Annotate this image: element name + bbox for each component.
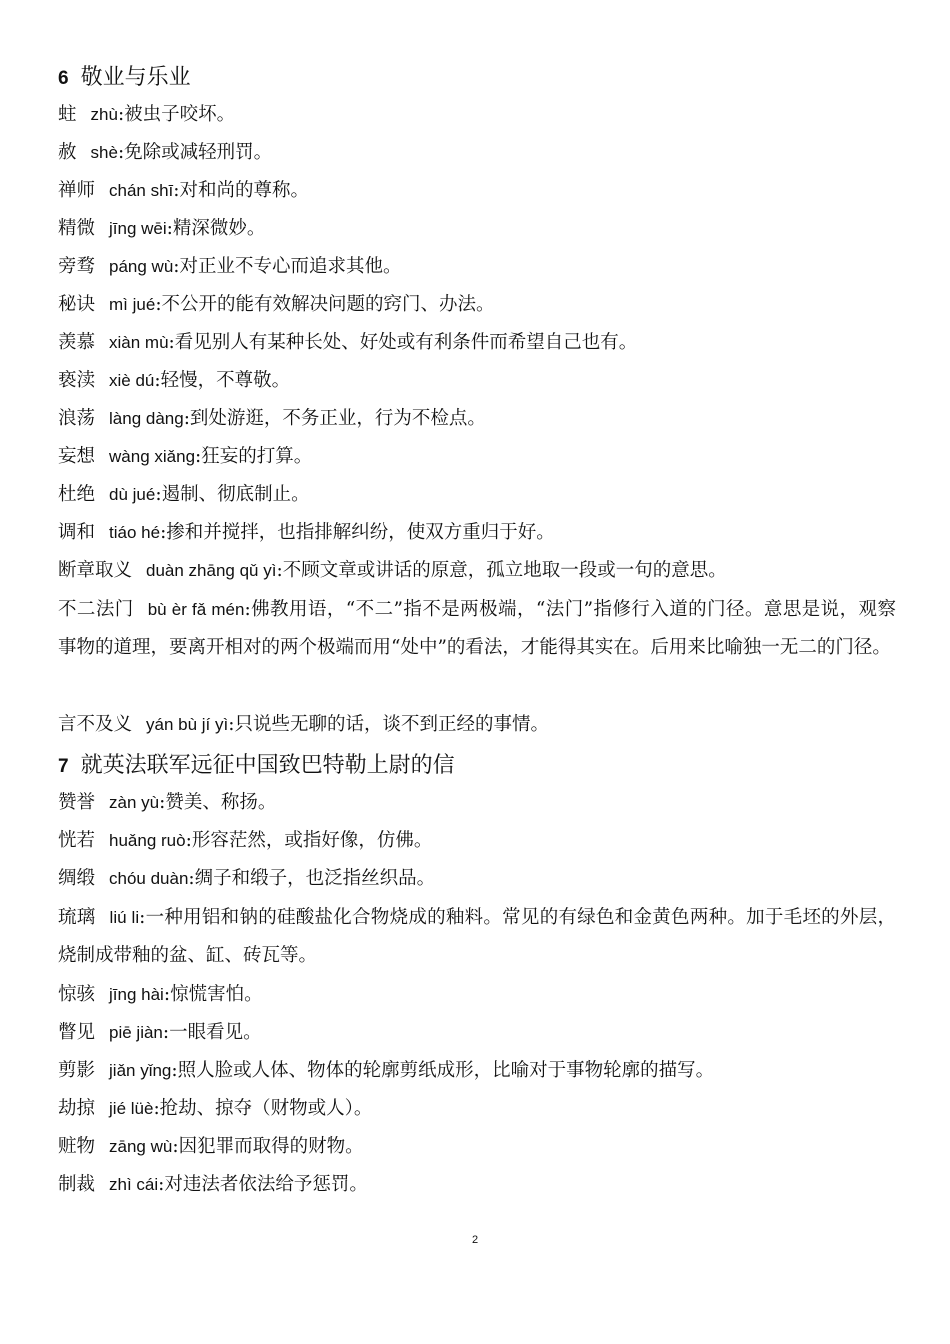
- vocab-pinyin: zhì cái: [109, 1175, 159, 1194]
- vocab-entry: [58, 524, 555, 543]
- vocab-word: 绸缎: [58, 868, 96, 889]
- vocab-word: 杜绝: [58, 484, 96, 505]
- vocab-pinyin: liú li: [109, 908, 140, 927]
- vocab-definition: :免除或减轻刑罚。: [117, 142, 273, 163]
- vocab-word: 琉璃: [58, 907, 96, 928]
- vocab-pinyin: làng dàng: [109, 409, 184, 428]
- vocab-definition: :对正业不专心而追求其他。: [173, 256, 402, 277]
- vocab-pinyin: páng wù: [109, 257, 174, 276]
- vocab-entry: [58, 870, 435, 889]
- vocab-pinyin: xiè dú: [109, 371, 155, 390]
- vocab-entry: [58, 106, 235, 125]
- vocab-definition: :对和尚的尊称。: [173, 180, 310, 201]
- vocab-pinyin: jīng hài: [109, 985, 164, 1004]
- vocab-entry: [58, 1062, 714, 1081]
- vocab-pinyin: wàng xiǎng: [109, 447, 196, 466]
- vocab-pinyin: jīng wēi: [109, 219, 167, 238]
- vocab-pinyin: zàn yù: [109, 793, 160, 812]
- vocab-word: 制裁: [58, 1174, 96, 1195]
- vocab-definition: :遏制、彻底制止。: [155, 484, 310, 505]
- vocab-word: 恍若: [58, 830, 96, 851]
- vocab-pinyin: jié lüè: [109, 1099, 154, 1118]
- vocab-word: 惊骇: [58, 984, 96, 1005]
- vocab-entry: [58, 258, 402, 277]
- vocab-definition: :被虫子咬坏。: [117, 104, 236, 125]
- section-title: 敬业与乐业: [80, 65, 191, 90]
- vocab-word: 禅师: [58, 180, 96, 201]
- vocab-definition: :一种用铝和钠的硅酸盐化合物烧成的釉料。常见的有绿色和金黄色两种。加于毛坯的外层，烧制成带釉的盆、缸、砖瓦等。: [58, 907, 896, 966]
- vocab-word: 言不及义: [58, 714, 133, 735]
- vocab-definition: :掺和并搅拌，也指排解纠纷，使双方重归于好。: [160, 522, 555, 543]
- section-number: 6: [58, 68, 69, 89]
- vocab-word: 旁骛: [58, 256, 96, 277]
- vocab-entry: [58, 794, 276, 813]
- vocab-pinyin: chán shī: [109, 181, 174, 200]
- vocab-entry-long: [58, 591, 896, 667]
- vocab-definition: :狂妄的打算。: [195, 446, 313, 467]
- vocab-word: 劫掠: [58, 1098, 96, 1119]
- vocab-word: 瞥见: [58, 1022, 96, 1043]
- vocab-entry: [58, 182, 309, 201]
- vocab-definition: :赞美、称扬。: [159, 792, 277, 813]
- vocab-pinyin: zāng wù: [109, 1137, 173, 1156]
- vocab-pinyin: bù èr fǎ mén: [147, 600, 245, 619]
- vocab-pinyin: jiǎn yǐng: [109, 1061, 172, 1080]
- vocab-definition: :对违法者依法给予惩罚。: [158, 1174, 368, 1195]
- vocab-entry: [58, 410, 486, 429]
- vocab-pinyin: xiàn mù: [109, 333, 169, 352]
- vocab-entry: [58, 1176, 368, 1195]
- vocab-definition: :轻慢，不尊敬。: [154, 370, 291, 391]
- vocab-entry: [58, 1138, 364, 1157]
- vocab-entry: [58, 562, 727, 581]
- vocab-word: 妄想: [58, 446, 96, 467]
- vocab-entry: [58, 986, 263, 1005]
- vocab-pinyin: dù jué: [109, 485, 156, 504]
- vocab-word: 断章取义: [58, 560, 133, 581]
- vocab-entry: [58, 144, 272, 163]
- vocab-entry: [58, 1024, 262, 1043]
- vocab-word: 赦: [58, 142, 77, 163]
- section-heading: [58, 60, 191, 91]
- vocab-entry: [58, 448, 312, 467]
- vocab-definition: :抢劫、掠夺（财物或人）。: [153, 1098, 373, 1119]
- vocab-pinyin: duàn zhāng qǔ yì: [146, 561, 277, 580]
- vocab-definition: :看见别人有某种长处、好处或有利条件而希望自己也有。: [168, 332, 638, 353]
- section-title: 就英法联军远征中国致巴特勒上尉的信: [80, 753, 455, 778]
- vocab-word: 羡慕: [58, 332, 96, 353]
- vocab-entry: [58, 832, 432, 851]
- vocab-pinyin: piē jiàn: [109, 1023, 163, 1042]
- vocab-entry-long: [58, 899, 896, 975]
- vocab-pinyin: mì jué: [109, 295, 156, 314]
- vocab-definition: :照人脸或人体、物体的轮廓剪纸成形，比喻对于事物轮廓的描写。: [171, 1060, 715, 1081]
- vocab-definition: :精深微妙。: [166, 218, 266, 239]
- vocab-entry: [58, 486, 310, 505]
- vocab-word: 秘诀: [58, 294, 96, 315]
- vocab-word: 调和: [58, 522, 96, 543]
- vocab-pinyin: zhù: [90, 105, 118, 124]
- vocab-definition: :到处游逛，不务正业，行为不检点。: [183, 408, 486, 429]
- page-number: 2: [471, 1234, 479, 1246]
- vocab-definition: :不公开的能有效解决问题的窍门、办法。: [155, 294, 495, 315]
- vocab-pinyin: tiáo hé: [109, 523, 161, 542]
- vocab-definition: :只说些无聊的话，谈不到正经的事情。: [228, 714, 549, 735]
- vocab-entry: [58, 716, 549, 735]
- vocab-pinyin: huǎng ruò: [109, 831, 186, 850]
- vocab-definition: :形容茫然，或指好像，仿佛。: [185, 830, 433, 851]
- vocab-word: 赞誉: [58, 792, 96, 813]
- vocab-entry: [58, 334, 637, 353]
- vocab-definition: :惊慌害怕。: [163, 984, 263, 1005]
- vocab-definition: :因犯罪而取得的财物。: [172, 1136, 364, 1157]
- vocab-word: 蛀: [58, 104, 77, 125]
- vocab-word: 赃物: [58, 1136, 96, 1157]
- vocab-entry: [58, 296, 495, 315]
- vocab-entry: [58, 1100, 372, 1119]
- vocab-entry: [58, 220, 265, 239]
- vocab-word: 亵渎: [58, 370, 96, 391]
- vocab-definition: :一眼看见。: [162, 1022, 262, 1043]
- vocab-pinyin: yán bù jí yì: [146, 715, 229, 734]
- section-heading: [58, 748, 455, 779]
- vocab-pinyin: shè: [90, 143, 118, 162]
- vocab-definition: :佛教用语，“不二”指不是两极端，“法门”指修行入道的门径。意思是说，观察事物的道理，要离开相对的两个极端而用“处中”的看法，才能得其实在。后用来比喻独一无二的门径。: [58, 599, 896, 658]
- vocab-word: 浪荡: [58, 408, 96, 429]
- vocab-definition: :不顾文章或讲话的原意，孤立地取一段或一句的意思。: [276, 560, 727, 581]
- vocab-definition: :绸子和缎子，也泛指丝织品。: [188, 868, 436, 889]
- vocab-word: 不二法门: [58, 599, 134, 620]
- vocab-word: 精微: [58, 218, 96, 239]
- vocab-entry: [58, 372, 290, 391]
- section-number: 7: [58, 756, 69, 777]
- vocab-pinyin: chóu duàn: [109, 869, 189, 888]
- vocab-word: 剪影: [58, 1060, 96, 1081]
